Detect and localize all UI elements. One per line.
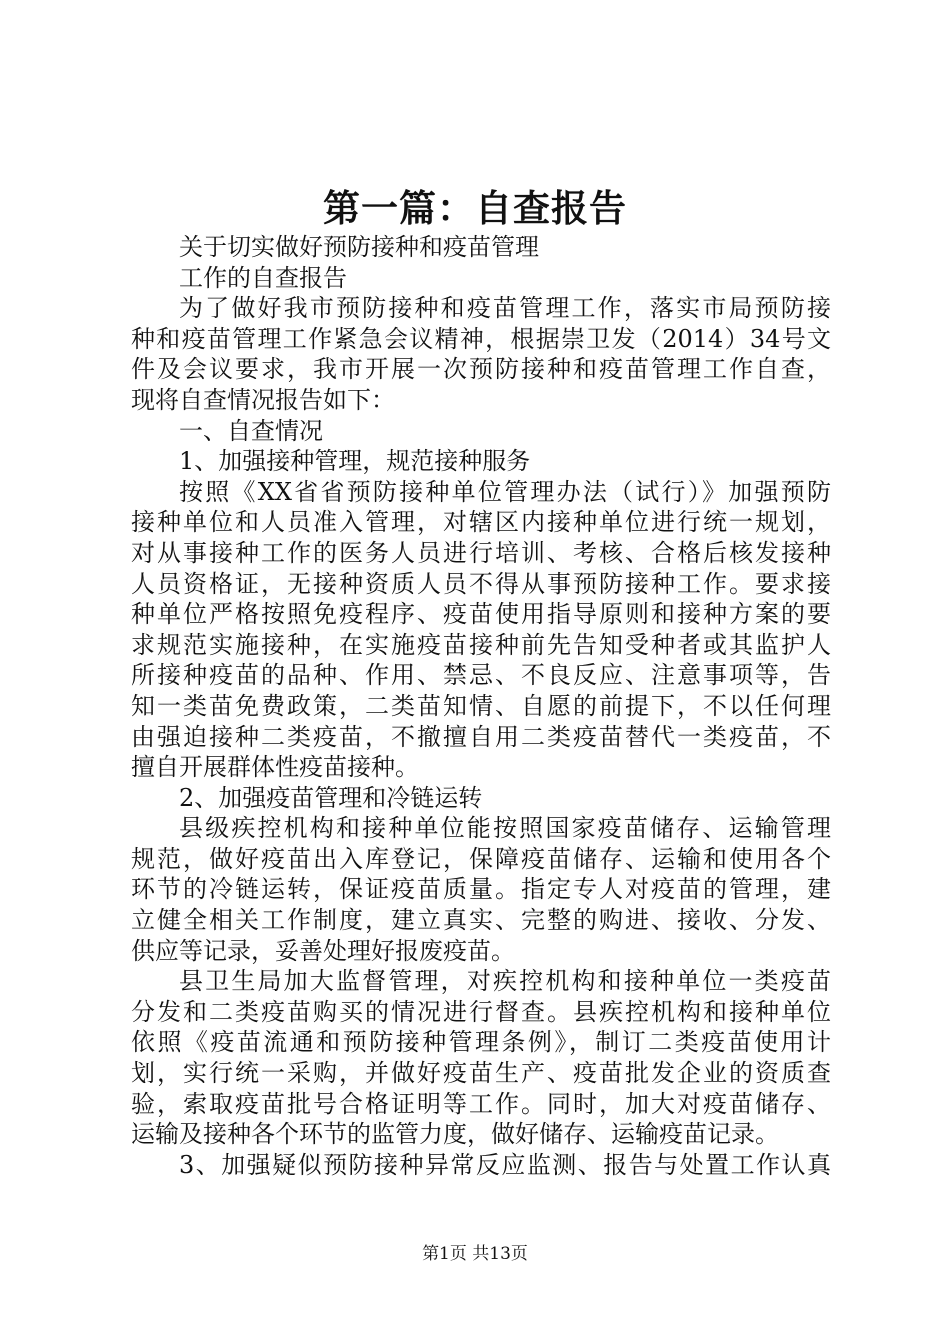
text-line: 按照《XX省省预防接种单位管理办法（试行）》加强预防 [179, 477, 831, 506]
text-line: 关于切实做好预防接种和疫苗管理 [179, 233, 539, 261]
text-line: 分发和二类疫苗购买的情况进行督查。县疾控机构和接种单位 [131, 997, 831, 1026]
text-line: 县级疾控机构和接种单位能按照国家疫苗储存、运输管理 [179, 814, 831, 843]
text-line: 擅自开展群体性疫苗接种。 [131, 753, 419, 782]
page-footer: 第1页 共13页 [422, 1244, 528, 1264]
text-line: 环节的冷链运转，保证疫苗质量。指定专人对疫苗的管理，建 [131, 875, 831, 904]
text-line: 接种单位和人员准入管理，对辖区内接种单位进行统一规划， [131, 508, 831, 537]
text-line: 规范，做好疫苗出入库登记，保障疫苗储存、运输和使用各个 [131, 844, 831, 873]
text-line: 县卫生局加大监督管理，对疾控机构和接种单位一类疫苗 [179, 967, 831, 996]
text-line: 知一类苗免费政策，二类苗知情、自愿的前提下，不以任何理 [131, 691, 831, 720]
text-line: 验，索取疫苗批号合格证明等工作。同时，加大对疫苗储存、 [131, 1089, 831, 1118]
text-line: 种和疫苗管理工作紧急会议精神，根据崇卫发（2014）34号文 [131, 324, 831, 353]
text-line: 件及会议要求，我市开展一次预防接种和疫苗管理工作自查， [131, 355, 831, 384]
text-line: 立健全相关工作制度，建立真实、完整的购进、接收、分发、 [131, 906, 831, 935]
text-line: 划，实行统一采购，并做好疫苗生产、疫苗批发企业的资质查 [131, 1059, 831, 1088]
text-line: 现将自查情况报告如下： [131, 385, 395, 414]
text-line: 所接种疫苗的品种、作用、禁忌、不良反应、注意事项等，告 [131, 661, 831, 690]
text-line: 工作的自查报告 [179, 263, 347, 292]
text-line: 运输及接种各个环节的监管力度，做好储存、运输疫苗记录。 [131, 1120, 779, 1149]
text-line: 由强迫接种二类疫苗，不撤擅自用二类疫苗替代一类疫苗，不 [131, 722, 831, 751]
text-line: 依照《疫苗流通和预防接种管理条例》，制订二类疫苗使用计 [131, 1028, 831, 1057]
document-body [131, 232, 831, 1180]
text-line: 对从事接种工作的医务人员进行培训、考核、合格后核发接种 [131, 538, 831, 567]
text-line: 供应等记录，妥善处理好报废疫苗。 [131, 936, 515, 965]
text-line: 一、自查情况 [179, 416, 323, 445]
text-line: 3、加强疑似预防接种异常反应监测、报告与处置工作认真 [179, 1150, 831, 1179]
text-line: 为了做好我市预防接种和疫苗管理工作，落实市局预防接 [179, 294, 831, 323]
text-line: 种单位严格按照免疫程序、疫苗使用指导原则和接种方案的要 [131, 600, 831, 629]
text-line: 2、加强疫苗管理和冷链运转 [179, 783, 483, 812]
text-line: 人员资格证，无接种资质人员不得从事预防接种工作。要求接 [131, 569, 831, 598]
document-title: 第一篇：自查报告 [323, 186, 627, 230]
text-line: 1、加强接种管理，规范接种服务 [179, 447, 531, 476]
text-line: 求规范实施接种，在实施疫苗接种前先告知受种者或其监护人 [131, 630, 831, 659]
